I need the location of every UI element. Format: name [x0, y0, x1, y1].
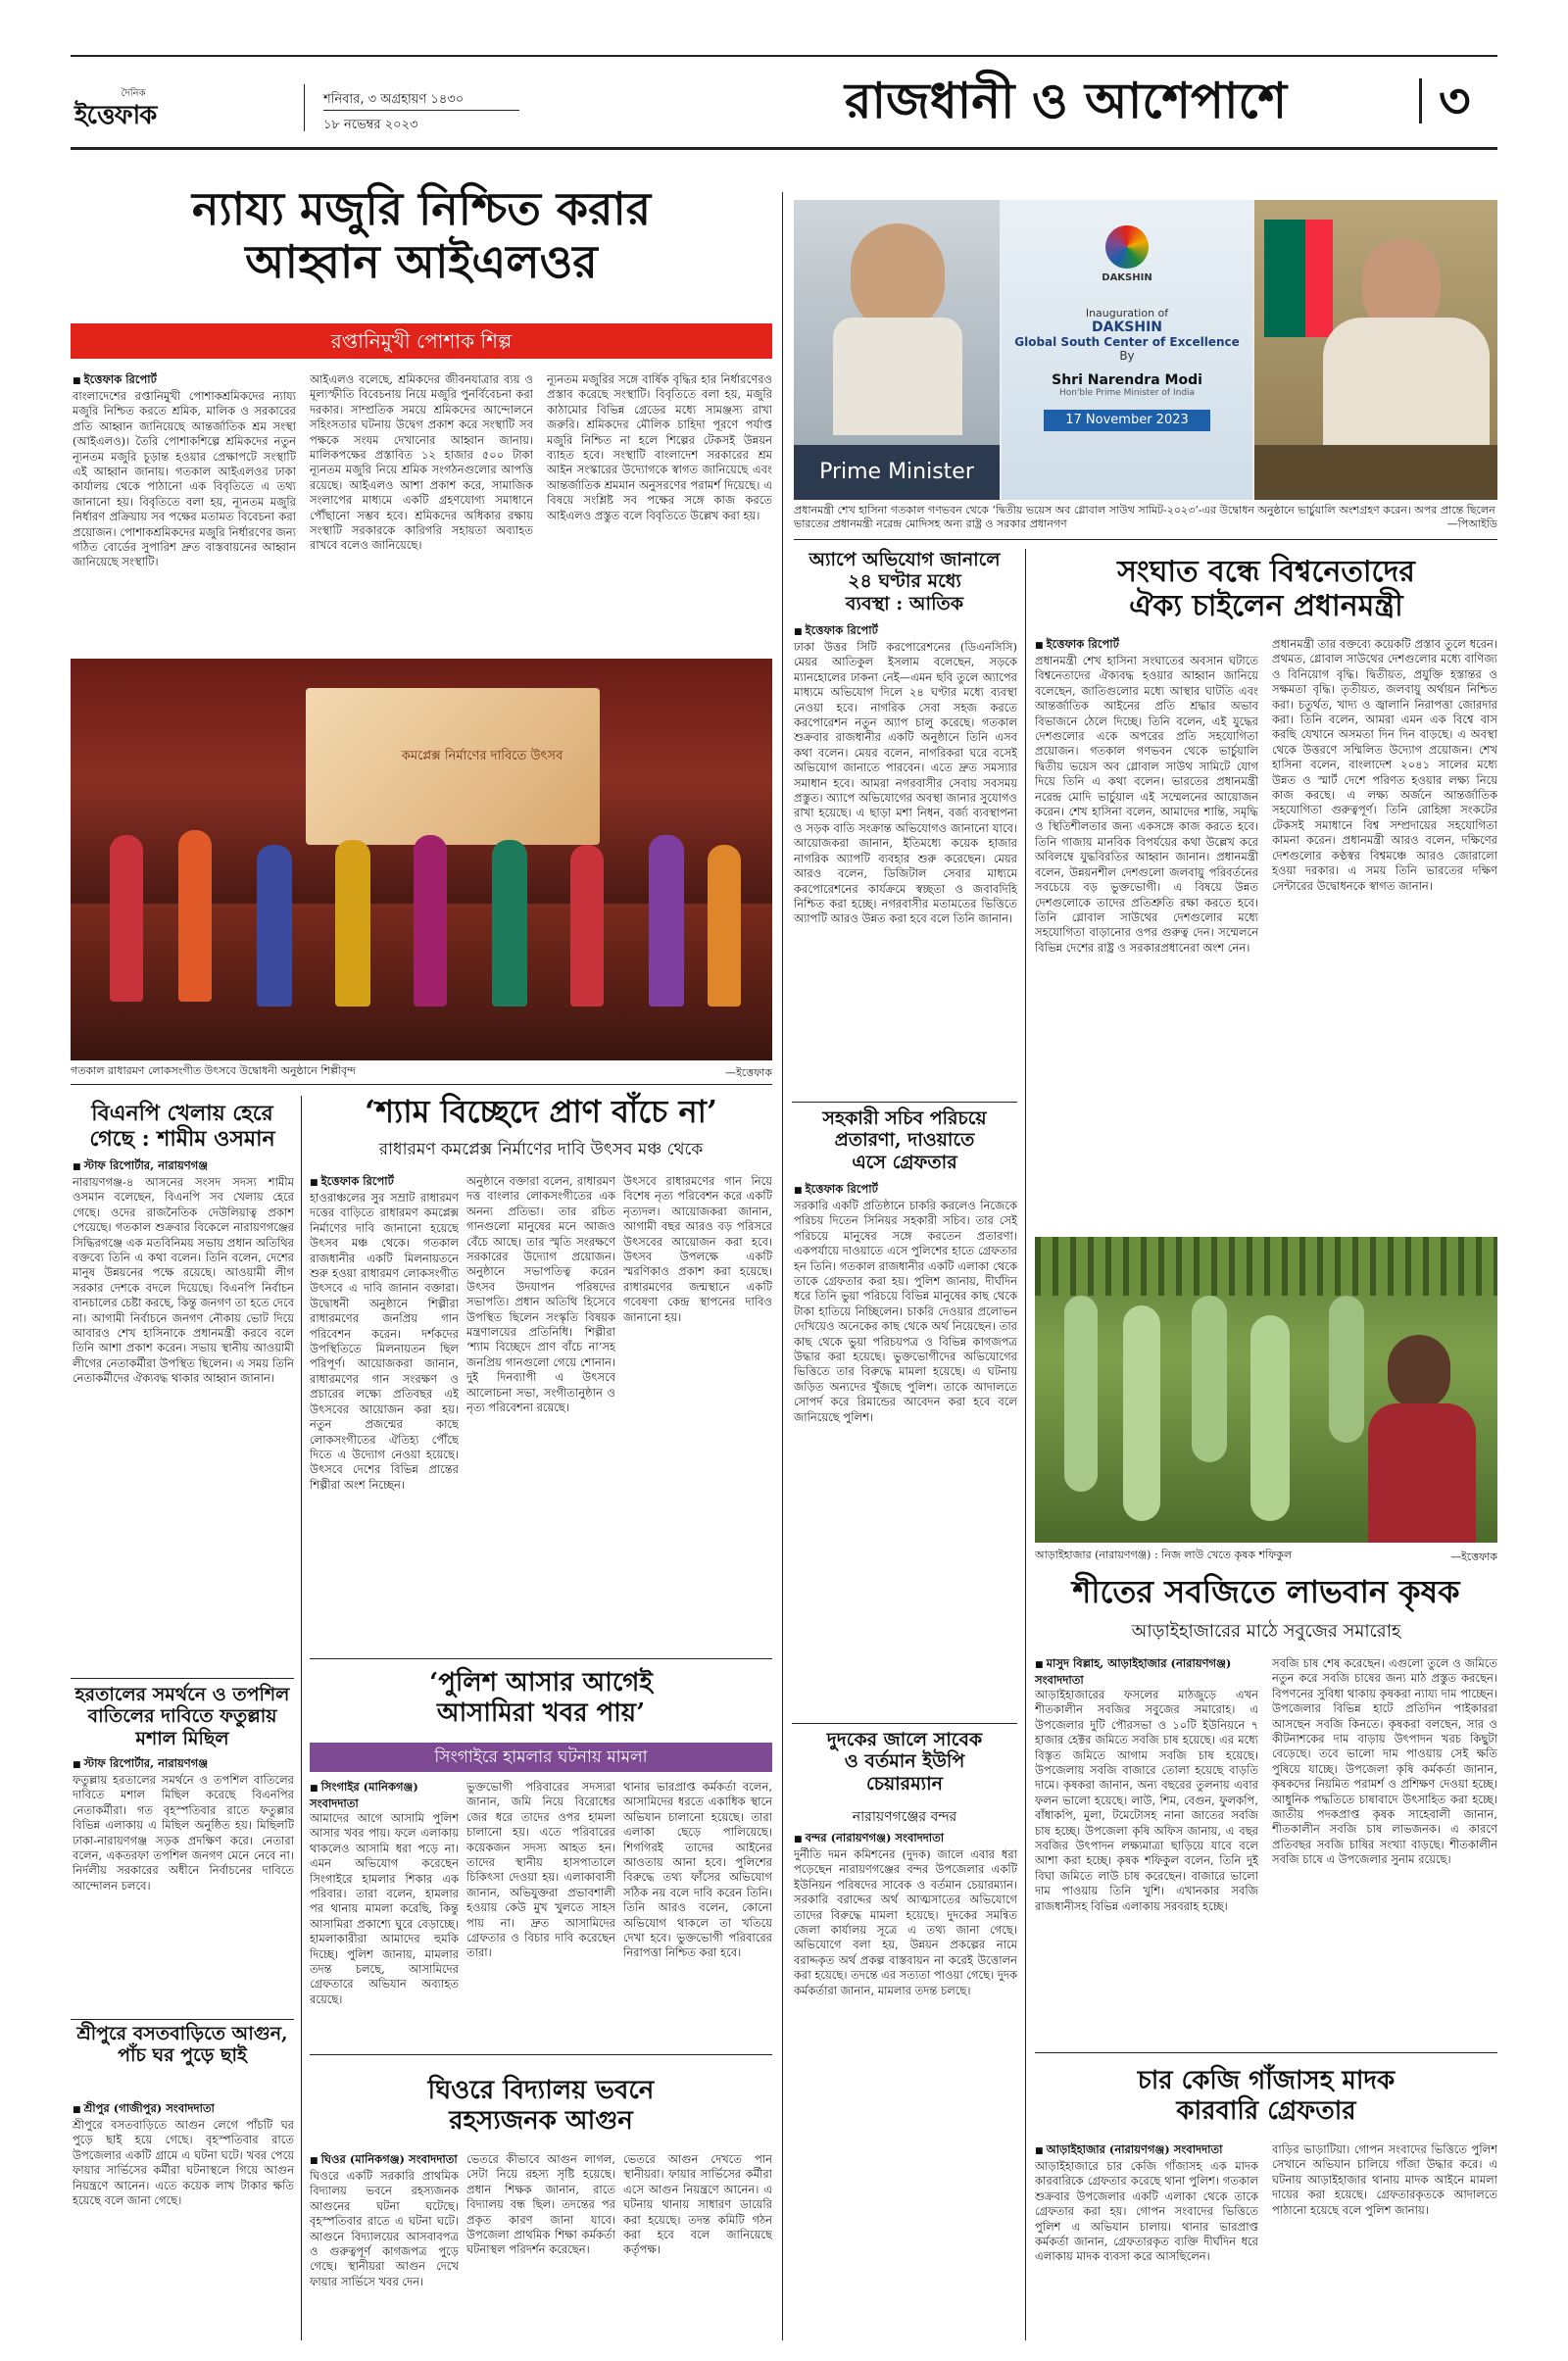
shyam-subhead: রাধারমণ কমপ্লেক্স নির্মাণের দাবি উৎসব মঞ্চ থেকে	[378, 1140, 704, 1159]
veg-body-2: সবজি চাষ শেষ করেছেন। এগুলো তুলে ও জমিতে নতুন করে সবজি চাষের জন্য মাঠ প্রস্তুত করছেন। বিপণনের সুবিধা থাকায় কৃষকরা ন্যায্য দাম পাচ্ছেন। উপজেলার বিভিন্ন হাটে প্রতিদিন পাইকাররা আসছেন সবজি কিনতে। কৃষকরা বলছেন, সার ও কীটনাশকের দাম বাড়ায় উৎপাদন খরচ কিছুটা বেড়েছে। তবে ভালো দাম পাওয়ায় সেই ক্ষতি পুষিয়ে যাচ্ছে। উপজেলা কৃষি কর্মকর্তা জানান, কৃষকদের নিয়মিত পরামর্শ ও প্রশিক্ষণ দেওয়া হচ্ছে। আধুনিক পদ্ধতিতে চাষাবাদে উৎসাহিত করা হচ্ছে। জাতীয় পদকপ্রাপ্ত কৃষক সাহেবালী জানান, শীতকালীন সবজি চাষ লাভজনক। এ কারণে প্রতিবছর সবজি চাষির সংখ্যা বাড়ছে। শীতকালীন সবজি চাষে এ উপজেলার সুনাম রয়েছে।	[1272, 1656, 1497, 1867]
police-headline-line2: আসামিরা খবর পায়’	[436, 1697, 646, 1728]
app-headline-line3: ব্যবস্থা : আতিক	[845, 592, 964, 615]
veg-col-1	[1035, 1656, 1258, 2056]
school-body-2: ভেতরে কীভাবে আগুন লাগল, সেটা নিয়ে রহস্য সৃষ্টি হয়েছে। প্রধান শিক্ষক জানান, রাতে বিদ্যালয় বন্ধ ছিল। তদন্তের পর প্রকৃত কারণ জানা যাবে। উপজেলা প্রাথমিক শিক্ষা কর্মকর্তা ঘটনাস্থল পরিদর্শন করেছেন।	[466, 2152, 615, 2257]
police-col-3	[623, 1780, 772, 2046]
secretary-headline-line2: প্রতারণা, দাওয়াতে	[834, 1129, 975, 1152]
veg-body-1: আড়াইহাজারের ফসলের মাঠজুড়ে এখন শীতকালীন সবজির সবুজের সমারোহ। এ উপজেলার দুটি পৌরসভা ও ১০টি ইউনিয়নে ৭ হাজার হেক্টর জমিতে সবজি চাষ হয়েছে। এর মধ্যে বিস্তৃত জমিতে আগাম সবজি চাষ হয়েছে। উপজেলায় সবজি বাজারে তোলা হয়েছে বাড়তি দামে। কৃষকরা জানান, অন্য বছরের তুলনায় এবার ফলন ভালো হয়েছে। লাউ, শিম, বেগুন, ফুলকপি, বাঁধাকপি, মুলা, টমেটোসহ নানা জাতের সবজি চাষ হচ্ছে। উপজেলা কৃষি অফিস জানায়, এ বছর সবজির উৎপাদন লক্ষ্যমাত্রা ছাড়িয়ে যাবে বলে আশা করা হচ্ছে। কৃষক শফিকুল বলেন, তিনি দুই বিঘা জমিতে লাউ চাষ করেছেন। বাজারে ভালো দাম পাওয়ায় তিনি খুশি। এখানকার সবজি রাজধানীসহ বিভিন্ন এলাকায় সরবরাহ হচ্ছে।	[1035, 1688, 1258, 1913]
performer-8	[649, 835, 684, 1007]
lead-headline	[71, 182, 772, 289]
performer-6	[492, 840, 527, 1007]
ganja-body-1: আড়াইহাজারে চার কেজি গাঁজাসহ এক মাদক কারবারিকে গ্রেফতার করেছে থানা পুলিশ। গতকাল শুক্রবার উপজেলার একটি এলাকা থেকে তাকে গ্রেফতার করা হয়। গোপন সংবাদের ভিত্তিতে পুলিশ এ অভিযান চালায়। থানার ভারপ্রাপ্ত কর্মকর্তা জানান, গ্রেফতারকৃত ব্যক্তি দীর্ঘদিন ধরে এলাকায় মাদক ব্যবসা করে আসছিলেন।	[1035, 2159, 1258, 2264]
shyam-bottom-rule	[310, 1658, 772, 1659]
date-divider	[323, 110, 519, 111]
bangladesh-flag	[1264, 220, 1333, 337]
school-body-1: ঘিওরে একটি সরকারি প্রাথমিক বিদ্যালয় ভবনে রহস্যজনক আগুনের ঘটনা ঘটেছে। বৃহস্পতিবার রাতে এ ঘটনা ঘটে। আগুনে বিদ্যালয়ের আসবাবপত্র ও গুরুত্বপূর্ণ কাগজপত্র পুড়ে গেছে। স্থানীয়রা আগুন দেখে ফায়ার সার্ভিসে খবর দেন।	[310, 2169, 459, 2288]
pm-byline: ■ ইত্তেফাক রিপোর্ট	[1035, 637, 1258, 654]
shyam-col-1	[310, 1174, 459, 1649]
police-bottom-rule	[310, 2054, 772, 2055]
summit-caption-text: প্রধানমন্ত্রী শেখ হাসিনা গতকাল গণভবন থেকে ‘দ্বিতীয় ভয়েস অব গ্লোবাল সাউথ সামিট-২০২৩’-এর উদ্বোধন অনুষ্ঠানে ভার্চুয়ালি অংশগ্রহণ করেন। অপর প্রান্তে ছিলেন ভারতের প্রধানমন্ত্রী নরেন্দ্র মোদিসহ অন্য রাষ্ট্র ও সরকার প্রধানগণ	[794, 504, 1495, 530]
performer-4	[335, 840, 370, 1007]
police-headline	[310, 1668, 772, 1728]
ganja-headline-line1: চার কেজি গাঁজাসহ মাদক	[1137, 2066, 1396, 2095]
lead-body-1: বাংলাদেশের রপ্তানিমুখী পোশাকশ্রমিকদের ন্যায্য মজুরি নিশ্চিত করতে শ্রমিক, মালিক ও সরকারের প্রতি আহ্বান জানিয়েছে আন্তর্জাতিক শ্রম সংস্থা (আইএলও)। তৈরি পোশাকশিল্পে শ্রমিকদের নতুন ন্যূনতম মজুরি চূড়ান্ত হওয়ার প্রেক্ষাপটে সংস্থাটি এই আহ্বান জানায়। গতকাল আইএলওর ঢাকা কার্যালয় থেকে পাঠানো এক বিবৃতিতে এ তথ্য জানানো হয়। বিবৃতিতে বলা হয়, ন্যূনতম মজুরি নির্ধারণ প্রক্রিয়ায় সব পক্ষের মতামত বিবেচনা করা প্রয়োজন। পোশাকশ্রমিকদের মজুরি নির্ধারণের জন্য গঠিত বোর্ডের সুপারিশ দ্রুত বাস্তবায়নের আহ্বান জানিয়েছে সংস্থাটি।	[73, 389, 296, 569]
pm-headline-line2: ঐক্য চাইলেন প্রধানমন্ত্রী	[1129, 589, 1403, 624]
center-column-rule	[782, 192, 783, 2340]
newspaper-logo	[74, 86, 192, 128]
secretary-headline-line3: এসে গ্রেফতার	[852, 1151, 957, 1173]
police-col-2	[466, 1780, 615, 2046]
secretary-story	[794, 1182, 1017, 1726]
lead-col-1	[73, 372, 296, 638]
modi-face	[851, 223, 945, 331]
lead-headline-line2: আহ্বান আইএলওর	[245, 235, 598, 289]
bnp-story	[73, 1158, 294, 1685]
dakshin-name: DAKSHIN	[1091, 320, 1163, 335]
police-col-1	[310, 1780, 459, 2062]
secretary-headline	[792, 1107, 1017, 1173]
page-number-divider	[1419, 78, 1422, 123]
performer-9	[708, 845, 741, 1007]
left-column-rule	[301, 1096, 302, 2340]
dakshin-center-name: Global South Center of Excellence	[1014, 335, 1240, 349]
farm-photo-credit: —ইত্তেফাক	[1450, 1550, 1497, 1563]
performer-2	[178, 830, 212, 1002]
date-english: ১৮ নভেম্বর ২০২৩	[323, 118, 418, 132]
app-bottom-rule	[792, 1102, 1017, 1103]
secretary-headline-line1: সহকারী সচিব পরিচয়ে	[822, 1107, 987, 1129]
fire-body: শ্রীপুরে বসতবাড়িতে আগুন লেগে পাঁচটি ঘর পুড়ে ছাই হয়ে গেছে। বৃহস্পতিবার রাতে উপজেলার একটি গ্রামে এ ঘটনা ঘটে। খবর পেয়ে ফায়ার সার্ভিসের কর্মীরা ঘটনাস্থলে গিয়ে আগুন নিয়ন্ত্রণে আনেন। এতে কয়েক লাখ টাকার ক্ষতি হয়েছে বলে জানা গেছে।	[73, 2118, 294, 2208]
prime-minister-label: Prime Minister	[794, 445, 1000, 500]
police-body-2: ভুক্তভোগী পরিবারের সদস্যরা জানান, জমি নিয়ে বিরোধের জের ধরে তাদের ওপর হামলা চালানো হয়। এতে পরিবারের কয়েকজন সদস্য আহত হন। তাদের স্থানীয় হাসপাতালে চিকিৎসা দেওয়া হয়। এলাকাবাসী জানান, অভিযুক্তরা প্রভাবশালী হওয়ায় কেউ মুখ খুলতে সাহস পায় না। দ্রুত আসামিদের গ্রেফতার ও বিচার দাবি করেছেন তারা।	[466, 1780, 615, 1960]
logo-small: দৈনিক	[121, 88, 146, 99]
shyam-byline: ■ ইত্তেফাক রিপোর্ট	[310, 1174, 459, 1191]
dudok-byline: ■ বন্দর (নারায়ণগঞ্জ) সংবাদদাতা	[794, 1831, 1017, 1847]
veg-bottom-rule	[1035, 2052, 1497, 2053]
desk	[1254, 445, 1497, 500]
dudok-headline-line3: চেয়ারম্যান	[865, 1772, 944, 1795]
logo-text: ইত্তেফাক	[74, 101, 157, 130]
app-byline: ■ ইত্তেফাক রিপোর্ট	[794, 623, 1017, 640]
pm-headline-line1: সংঘাত বন্ধে বিশ্বনেতাদের	[1117, 555, 1415, 589]
lead-body-3: ন্যূনতম মজুরির সঙ্গে বার্ষিক বৃদ্ধির হার নির্ধারণেরও প্রস্তাব করেছে সংস্থাটি। বিবৃতিতে বলা হয়, মজুরি কাঠামোর বিভিন্ন গ্রেডের মধ্যে সামঞ্জস্য রাখা জরুরি। শ্রমিকদের মৌলিক চাহিদা পূরণে পর্যাপ্ত মজুরি নিশ্চিত না হলে শিল্পের টেকসই উন্নয়ন ব্যাহত হবে। সংস্থাটি বাংলাদেশ সরকারের শ্রম আইন সংস্কারের উদ্যোগকে স্বাগত জানিয়েছে এবং আন্তর্জাতিক শ্রমমান অনুসরণের পরামর্শ দিয়েছে। এ বিষয়ে সংশ্লিষ্ট সব পক্ষের সঙ্গে কাজ করতে আইএলও প্রস্তুত বলে বিবৃতিতে উল্লেখ করা হয়।	[547, 372, 772, 522]
farm-photo-caption: আড়াইহাজার (নারায়ণগঞ্জ) : নিজ লাউ খেতে কৃষক শফিকুল	[1035, 1549, 1293, 1561]
farmer-body	[1368, 1403, 1476, 1543]
police-headline-line1: ‘পুলিশ আসার আগেই	[429, 1668, 653, 1697]
dakshin-logo-icon	[1105, 225, 1149, 269]
secretary-bottom-rule	[792, 1723, 1017, 1724]
school-headline-line2: রহস্যজনক আগুন	[449, 2105, 633, 2136]
lead-byline: ■ ইত্তেফাক রিপোর্ট	[73, 372, 296, 389]
shyam-headline: ‘শ্যাম বিচ্ছেদে প্রাণ বাঁচে না’	[364, 1093, 717, 1130]
app-headline-line2: ২৪ ঘণ্টার মধ্যে	[848, 570, 961, 593]
dudok-subhead: নারায়ণগঞ্জের বন্দর	[852, 1809, 957, 1825]
modi-panel	[794, 200, 1000, 500]
lead-headline-line1: ন্যায্য মজুরি নিশ্চিত করার	[191, 182, 652, 235]
modi-name: Shri Narendra Modi	[1052, 372, 1202, 388]
summit-bottom-rule	[794, 539, 1497, 540]
gourd-1	[1064, 1296, 1098, 1492]
music-photo-credit: —ইত্তেফাক	[725, 1066, 772, 1079]
modi-body	[833, 318, 962, 435]
summit-photo	[794, 200, 1497, 500]
fire-byline: ■ শ্রীপুর (গাজীপুর) সংবাদদাতা	[73, 2101, 294, 2118]
shyam-col-2	[466, 1174, 615, 1648]
left-divider-2	[71, 2019, 294, 2020]
bnp-headline: বিএনপি খেলায় হেরে গেছে : শামীম ওসমান	[89, 1101, 275, 1152]
performer-3	[257, 845, 292, 1007]
dudok-headline-line2: ও বর্তমান ইউপি	[844, 1750, 965, 1773]
pm-body-1: প্রধানমন্ত্রী শেখ হাসিনা সংঘাতের অবসান ঘটাতে বিশ্বনেতাদের ঐক্যবদ্ধ হওয়ার আহ্বান জানিয়ে বলেছেন, জাতিগুলোর মধ্যে আস্থার ঘাটতি এবং আন্তর্জাতিক আইনের প্রতি শ্রদ্ধার অভাব বিভাজনে ঠেলে দিচ্ছে। তিনি বলেন, এই যুদ্ধের দেশগুলোর একে অপরের প্রতি সহযোগিতা প্রয়োজন। গতকাল গণভবন থেকে ভার্চুয়ালি দ্বিতীয় ভয়েস অব গ্লোবাল সাউথ সামিটে যোগ দিয়ে তিনি এ কথা বলেন। ভারতের প্রধানমন্ত্রী নরেন্দ্র মোদি ভার্চুয়াল এই সম্মেলনের আয়োজন করেন। শেখ হাসিনা বলেন, আমাদের শান্তি, সমৃদ্ধি ও স্থিতিশীলতার জন্য একসঙ্গে কাজ করতে হবে। তিনি গাজায় মানবিক বিপর্যয়ের কথা উল্লেখ করে অবিলম্বে যুদ্ধবিরতির আহ্বান জানান। প্রধানমন্ত্রী বলেন, উন্নয়নশীল দেশগুলো জলবায়ু পরিবর্তনের সবচেয়ে বড় ভুক্তভোগী। এ বিষয়ে উন্নত দেশগুলোকে তাদের প্রতিশ্রুতি রক্ষা করতে হবে। তিনি গ্লোবাল সাউথের দেশগুলোর মধ্যে সহযোগিতা বাড়ানোর ওপর গুরুত্ব দেন। সম্মেলনে বিভিন্ন দেশের রাষ্ট্র ও সরকারপ্রধানেরা অংশ নেন।	[1035, 654, 1258, 955]
performer-7	[570, 845, 604, 1007]
inauguration-label: Inauguration of	[1085, 307, 1169, 320]
police-body-1: আমাদের আগে আসামি পুলিশ আসার খবর পায়। ফলে এলাকায় থাকলেও আসামি ধরা পড়ে না। এমন অভিযোগ করেছেন সিংগাইরে হামলার শিকার এক পরিবার। তারা বলেন, হামলার পর থানায় মামলা করেছি, কিন্তু আসামিরা প্রকাশ্যে ঘুরে বেড়াচ্ছে। হামলাকারীরা আমাদের হুমকি দিচ্ছে। পুলিশ জানায়, মামলার তদন্ত চলছে, আসামিদের গ্রেফতারে অভিযান অব্যাহত রয়েছে।	[310, 1811, 459, 2006]
gourd-2	[1123, 1305, 1160, 1521]
performer-5	[414, 835, 447, 1007]
page-number: ৩	[1439, 73, 1471, 129]
school-headline-line1: ঘিওরে বিদ্যালয় ভবনে	[427, 2076, 655, 2105]
lead-body-2: আইএলও বলেছে, শ্রমিকদের জীবনযাত্রার ব্যয় ও মূল্যস্ফীতি বিবেচনায় নিয়ে মজুরি পুনর্বিবেচনা করা দরকার। সাম্প্রতিক সময়ে শ্রমিকদের আন্দোলনে সহিংসতার ঘটনায় উদ্বেগ প্রকাশ করে সংস্থাটি সব পক্ষকে সংযম দেখানোর আহ্বান জানায়। মালিকপক্ষের প্রস্তাবিত ১২ হাজার ৫০০ টাকা ন্যূনতম মজুরি নিয়ে শ্রমিক সংগঠনগুলোর আপত্তি রয়েছে। আইএলও আশা প্রকাশ করে, সামাজিক সংলাপের মাধ্যমে একটি গ্রহণযোগ্য সমাধানে পৌঁছানো সম্ভব হবে। শ্রমিকদের অধিকার রক্ষায় সংস্থাটি সরকারকে কারিগরি সহায়তা অব্যাহত রাখবে বলেও জানিয়েছে।	[310, 372, 533, 553]
school-headline	[310, 2076, 772, 2136]
music-festival-photo	[71, 659, 772, 1060]
torch-body: ফতুল্লায় হরতালের সমর্থনে ও তপশিল বাতিলের দাবিতে মশাল মিছিল করেছে বিএনপির নেতাকর্মীরা। গত বৃহস্পতিবার রাতে ফতুল্লার বিভিন্ন এলাকায় এ মিছিল অনুষ্ঠিত হয়। মিছিলটি ঢাকা-নারায়ণগঞ্জ সড়ক প্রদক্ষিণ করে। নেতারা বলেন, একতরফা তপশিল জনগণ মেনে নেবে না। নির্দলীয় সরকারের অধীনে নির্বাচনের দাবিতে আন্দোলন চলবে।	[73, 1773, 294, 1893]
veg-col-2	[1272, 1656, 1497, 2041]
fire-headline: শ্রীপুরে বসতবাড়িতে আগুন, পাঁচ ঘর পুড়ে ছাই	[76, 2023, 288, 2067]
event-date: 17 November 2023	[1044, 410, 1210, 431]
lead-tag-banner: রপ্তানিমুখী পোশাক শিল্প	[71, 323, 772, 359]
dudok-headline-line1: দুদকের জালে সাবেক	[826, 1729, 983, 1750]
farm-photo	[1035, 1237, 1497, 1543]
veg-headline: শীতের সবজিতে লাভবান কৃষক	[1072, 1573, 1460, 1610]
ganja-byline: ■ আড়াইহাজার (নারায়ণগঞ্জ) সংবাদদাতা	[1035, 2142, 1258, 2159]
police-tag-banner: সিংগাইরে হামলার ঘটনায় মামলা	[310, 1743, 772, 1772]
gourd-5	[1329, 1296, 1364, 1443]
app-story	[794, 623, 1017, 1108]
bnp-body: নারায়ণগঞ্জ-৪ আসনের সংসদ সদস্য শামীম ওসমান বলেছেন, বিএনপি সব খেলায় হেরে গেছে। ওদের রাজনৈতিক দেউলিয়াত্ব প্রকাশ পেয়েছে। গতকাল শুক্রবার বিকেলে নারায়ণগঞ্জের সিদ্ধিরগঞ্জে এক মতবিনিময় সভায় প্রধান অতিথির বক্তব্যে তিনি এ কথা বলেন। তিনি বলেন, দেশের মানুষ উন্নয়নের পক্ষে রয়েছে। আওয়ামী লীগ সরকার দেশকে বদলে দিয়েছে। বিএনপি নির্বাচন বানচালের চেষ্টা করছে, কিন্তু জনগণ তা হতে দেবে না। আগামী নির্বাচনে জনগণ নৌকায় ভোট দিয়ে আবারও শেখ হাসিনাকে প্রধানমন্ত্রী করবে বলে তিনি আশা প্রকাশ করেন। সভায় স্থানীয় আওয়ামী লীগের নেতাকর্মীরা উপস্থিত ছিলেন। এ সময় তিনি নেতাকর্মীদের ঐক্যবদ্ধ থাকার আহ্বান জানান।	[73, 1175, 294, 1386]
app-headline	[792, 549, 1017, 615]
photo-bottom-rule	[71, 1084, 772, 1085]
farmer-head	[1388, 1335, 1450, 1409]
gourd-3	[1192, 1296, 1227, 1462]
hasina-body	[1323, 318, 1490, 445]
summit-photo-caption	[794, 504, 1497, 531]
school-col-3	[623, 2152, 772, 2344]
pm-col-2	[1272, 637, 1497, 1231]
secretary-body: সরকারি একটি প্রতিষ্ঠানে চাকরি করলেও নিজেকে পরিচয় দিতেন সিনিয়র সহকারী সচিব। তার সেই পরিচয়ে মানুষের সঙ্গে করতেন প্রতারণা। একপর্যায়ে দাওয়াতে এসে পুলিশের হাতে গ্রেফতার হন তিনি। গতকাল রাজধানীর একটি এলাকা থেকে তাকে গ্রেফতার করা হয়। পুলিশ জানায়, দীর্ঘদিন ধরে তিনি ভুয়া পরিচয়ে বিভিন্ন মানুষের কাছ থেকে টাকা হাতিয়ে নিচ্ছিলেন। চাকরি দেওয়ার প্রলোভন দেখিয়েও অনেকের কাছ থেকে অর্থ নিয়েছেন। তার কাছ থেকে ভুয়া পরিচয়পত্র ও বিভিন্ন কাগজপত্র উদ্ধার করা হয়েছে। ভুক্তভোগীদের অভিযোগের ভিত্তিতে তার বিরুদ্ধে মামলা হয়েছে। এ ঘটনায় জড়িত অন্যদের খুঁজছে পুলিশ। তাকে আদালতে সোপর্দ করে রিমান্ডের আবেদন করা হবে বলে জানিয়েছে পুলিশ।	[794, 1199, 1017, 1424]
shyam-body-3: উৎসবে রাধারমণের গান নিয়ে বিশেষ নৃত্য পরিবেশন করে একটি নৃত্যদল। আয়োজকরা জানান, আগামী বছর আরও বড় পরিসরে উৎসবের আয়োজন করা হবে। উৎসব উপলক্ষে একটি স্মরণিকাও প্রকাশ করা হয়েছে। রাধারমণের জন্মস্থানে একটি গবেষণা কেন্দ্র স্থাপনের দাবিও জানানো হয়।	[623, 1174, 772, 1324]
torch-byline: ■ স্টাফ রিপোর্টার, নারায়ণগঞ্জ	[73, 1756, 294, 1773]
masthead-divider	[304, 84, 305, 131]
summit-photo-credit: —পিআইডি	[1446, 517, 1497, 530]
veg-subhead: আড়াইহাজারের মাঠে সবুজের সমারোহ	[1131, 1621, 1401, 1642]
shyam-col-3	[623, 1174, 772, 1648]
school-col-2	[466, 2152, 615, 2344]
gourd-4	[1250, 1315, 1290, 1521]
dudok-headline	[792, 1729, 1017, 1795]
left-divider-1	[71, 1678, 294, 1679]
app-headline-line1: অ্যাপে অভিযোগ জানালে	[808, 549, 1001, 570]
by-label: By	[1119, 349, 1135, 363]
ganja-headline-line2: কারবারি গ্রেফতার	[1176, 2095, 1356, 2126]
dudok-story	[794, 1831, 1017, 2337]
police-body-3: থানার ভারপ্রাপ্ত কর্মকর্তা বলেন, আসামিদের ধরতে একাধিক স্থানে অভিযান চালানো হয়েছে। তারা এলাকা ছেড়ে পালিয়েছে। শিগগিরই তাদের আইনের আওতায় আনা হবে। পুলিশের বিরুদ্ধে তথ্য ফাঁসের অভিযোগ সঠিক নয় বলে দাবি করেন তিনি। তিনি আরও বলেন, কোনো অভিযোগ থাকলে তা খতিয়ে দেখা হবে। ভুক্তভোগী পরিবারের নিরাপত্তা নিশ্চিত করা হবে।	[623, 1780, 772, 1960]
school-col-1	[310, 2152, 459, 2345]
shyam-body-1: হাওরাঞ্চলের সুর সম্রাট রাধারমণ দত্তের বাড়িতে রাধারমণ কমপ্লেক্স নির্মাণের দাবি জানানো হয়েছে উৎসব মঞ্চ থেকে। গতকাল রাজধানীর একটি মিলনায়তনে শুরু হওয়া রাধারমণ লোকসংগীত উৎসবে এ দাবি জানান বক্তারা। উদ্বোধনী অনুষ্ঠানে শিল্পীরা রাধারমণের জনপ্রিয় গান পরিবেশন করেন। দর্শকদের উপস্থিতিতে মিলনায়তন ছিল পরিপূর্ণ। আয়োজকরা জানান, রাধারমণের গান সংরক্ষণ ও প্রচারের লক্ষ্যে প্রতিবছর এই উৎসবের আয়োজন করা হয়। নতুন প্রজন্মের কাছে লোকসংগীতের ঐতিহ্য পৌঁছে দিতে এ উদ্যোগ নেওয়া হয়েছে। উৎসবে দেশের বিভিন্ন প্রান্তের শিল্পীরা অংশ নিচ্ছেন।	[310, 1191, 459, 1492]
school-byline: ■ ঘিওর (মানিকগঞ্জ) সংবাদদাতা	[310, 2152, 459, 2169]
fire-story	[73, 2101, 294, 2339]
performer-1	[110, 835, 143, 1002]
pm-headline	[1035, 555, 1497, 624]
secretary-byline: ■ ইত্তেফাক রিপোর্ট	[794, 1182, 1017, 1199]
ganja-col-1	[1035, 2142, 1258, 2339]
trellis	[1035, 1237, 1497, 1296]
dakshin-logo-text: DAKSHIN	[1102, 272, 1152, 283]
pm-body-2: প্রধানমন্ত্রী তার বক্তব্যে কয়েকটি প্রস্তাব তুলে ধরেন। প্রথমত, গ্লোবাল সাউথের দেশগুলোর মধ্যে বাণিজ্য ও বিনিয়োগ বৃদ্ধি। দ্বিতীয়ত, প্রযুক্তি হস্তান্তর ও সক্ষমতা বৃদ্ধি। তৃতীয়ত, জলবায়ু অর্থায়ন নিশ্চিত করা। চতুর্থত, খাদ্য ও জ্বালানি নিরাপত্তা জোরদার করা। তিনি বলেন, আমরা এমন এক বিশ্বে বাস করছি যেখানে অসমতা দিন দিন বাড়ছে। এ অবস্থা থেকে উত্তরণে সম্মিলিত উদ্যোগ প্রয়োজন। শেখ হাসিনা বলেন, বাংলাদেশ ২০৪১ সালের মধ্যে উন্নত ও স্মার্ট দেশে পরিণত হওয়ার লক্ষ্য নিয়ে কাজ করছে। এ লক্ষ্য অর্জনে আন্তর্জাতিক সহযোগিতা গুরুত্বপূর্ণ। তিনি রোহিঙ্গা সংকটের টেকসই সমাধানে বিশ্ব সম্প্রদায়ের সহযোগিতা কামনা করেন। প্রধানমন্ত্রী আরও বলেন, দক্ষিণের দেশগুলোর কণ্ঠস্বর বিশ্বমঞ্চে আরও জোরালো হওয়া দরকার। এ সময় তিনি ভারতের দক্ষিণ সেন্টারের উদ্বোধনকে স্বাগত জানান।	[1272, 637, 1497, 893]
app-body: ঢাকা উত্তর সিটি করপোরেশনের (ডিএনসিসি) মেয়র আতিকুল ইসলাম বলেছেন, সড়কে ম্যানহোলের ঢাকনা নেই—এমন ছবি তুলে অ্যাপের মাধ্যমে অভিযোগ দিলে ২৪ ঘণ্টার মধ্যে ব্যবস্থা নেওয়া হবে। নাগরিক সেবা সহজ করতে করপোরেশন নতুন অ্যাপ চালু করেছে। গতকাল শুক্রবার রাজধানীর একটি অনুষ্ঠানে তিনি এসব কথা বলেন। মেয়র বলেন, নাগরিকরা ঘরে বসেই অভিযোগ জানাতে পারবেন। এতে দ্রুত সমস্যার সমাধান হবে। আমরা নগরবাসীর সেবায় সবসময় প্রস্তুত। অ্যাপে অভিযোগের অবস্থা জানার সুযোগও রাখা হয়েছে। এ ছাড়া মশা নিধন, বর্জ্য ব্যবস্থাপনা ও সড়ক বাতি সংক্রান্ত অভিযোগও জানানো যাবে। আয়োজকরা জানান, ইতিমধ্যে কয়েক হাজার নাগরিক অ্যাপটি ব্যবহার শুরু করেছেন। মেয়র আরও বলেন, ডিজিটাল সেবার মাধ্যমে করপোরেশনের কার্যক্রমে স্বচ্ছতা ও জবাবদিহি নিশ্চিত করা হচ্ছে। নগরবাসীর মতামতের ভিত্তিতে অ্যাপটি আরও উন্নত করা হবে বলে তিনি জানান।	[794, 640, 1017, 926]
date-bengali: শনিবার, ৩ অগ্রহায়ণ ১৪৩০	[323, 92, 465, 107]
school-body-3: ভেতরে আগুন দেখতে পান স্থানীয়রা। ফায়ার সার্ভিসের কর্মীরা এসে আগুন নিয়ন্ত্রণে আনেন। এ ঘটনায় থানায় সাধারণ ডায়েরি করা হয়েছে। তদন্ত কমিটি গঠন করা হবে বলে জানিয়েছে কর্তৃপক্ষ।	[623, 2152, 772, 2257]
police-byline: ■ সিংগাইর (মানিকগঞ্জ) সংবাদদাতা	[310, 1780, 459, 1811]
veg-byline: ■ মাসুদ বিল্লাহ, আড়াইহাজার (নারায়ণগঞ্জ) সংবাদদাতা	[1035, 1656, 1258, 1688]
shyam-body-2: অনুষ্ঠানে বক্তারা বলেন, রাধারমণ দত্ত বাংলার লোকসংগীতের এক অনন্য প্রতিভা। তার রচিত গানগুলো মানুষের মনে আজও বেঁচে আছে। তার স্মৃতি সংরক্ষণে সরকারের উদ্যোগ প্রয়োজন। অনুষ্ঠানে সভাপতিত্ব করেন উৎসব উদযাপন পরিষদের সভাপতি। প্রধান অতিথি হিসেবে উপস্থিত ছিলেন সংস্কৃতি বিষয়ক মন্ত্রণালয়ের প্রতিনিধি। শিল্পীরা ‘শ্যাম বিচ্ছেদে প্রাণ বাঁচে না’সহ জনপ্রিয় গানগুলো গেয়ে শোনান। দুই দিনব্যাপী এ উৎসবে আলোচনা সভা, সংগীতানুষ্ঠান ও নৃত্য পরিবেশনা রয়েছে।	[466, 1174, 615, 1415]
pm-col-1	[1035, 637, 1258, 1232]
dakshin-panel	[1002, 200, 1252, 500]
top-rule	[71, 55, 1497, 57]
lead-col-2	[310, 372, 533, 637]
dudok-body: দুর্নীতি দমন কমিশনের (দুদক) জালে এবার ধরা পড়েছেন নারায়ণগঞ্জের বন্দর উপজেলার একটি ইউনিয়ন পরিষদের সাবেক ও বর্তমান চেয়ারম্যান। সরকারি বরাদ্দের অর্থ আত্মসাতের অভিযোগে তাদের বিরুদ্ধে মামলা হয়েছে। দুদকের সমন্বিত জেলা কার্যালয় সূত্রে এ তথ্য জানা গেছে। অভিযোগে বলা হয়, উন্নয়ন প্রকল্পের নামে বরাদ্দকৃত অর্থ প্রকল্প বাস্তবায়ন না করেই উত্তোলন করা হয়েছে। তদন্তে এর সত্যতা পাওয়া গেছে। দুদক কর্মকর্তারা জানান, মামলার তদন্ত চলছে।	[794, 1847, 1017, 1997]
hasina-panel	[1254, 200, 1497, 500]
stage-banner	[306, 688, 600, 845]
section-title: রাজধানী ও আশেপাশে	[845, 73, 1288, 129]
ganja-col-2	[1272, 2142, 1497, 2338]
masthead-rule	[71, 147, 1497, 150]
ganja-body-2: বাড়ির ভাড়াটিয়া। গোপন সংবাদের ভিত্তিতে পুলিশ সেখানে অভিযান চালিয়ে গাঁজা উদ্ধার করে। এ ঘটনায় আড়াইহাজার থানায় মাদক আইনে মামলা দায়ের করা হয়েছে। গ্রেফতারকৃতকে আদালতে পাঠানো হয়েছে বলে পুলিশ জানায়।	[1272, 2142, 1497, 2217]
right-column-rule	[1025, 549, 1026, 2340]
stage-banner-text: কমপ্লেক্স নির্মাণের দাবিতে উৎসব	[401, 749, 564, 763]
torch-story	[73, 1756, 294, 2022]
torch-headline: হরতালের সমর্থনে ও তপশিল বাতিলের দাবিতে ফতুল্লায় মশাল মিছিল	[74, 1684, 290, 1749]
bnp-byline: ■ স্টাফ রিপোর্টার, নারায়ণগঞ্জ	[73, 1158, 294, 1175]
music-photo-caption: গতকাল রাধারমণ লোকসংগীত উৎসবে উদ্বোধনী অনুষ্ঠানে শিল্পীবৃন্দ	[71, 1064, 356, 1077]
modi-title: Hon'ble Prime Minister of India	[1058, 388, 1196, 398]
ganja-headline	[1035, 2066, 1497, 2126]
lead-col-3	[547, 372, 772, 637]
